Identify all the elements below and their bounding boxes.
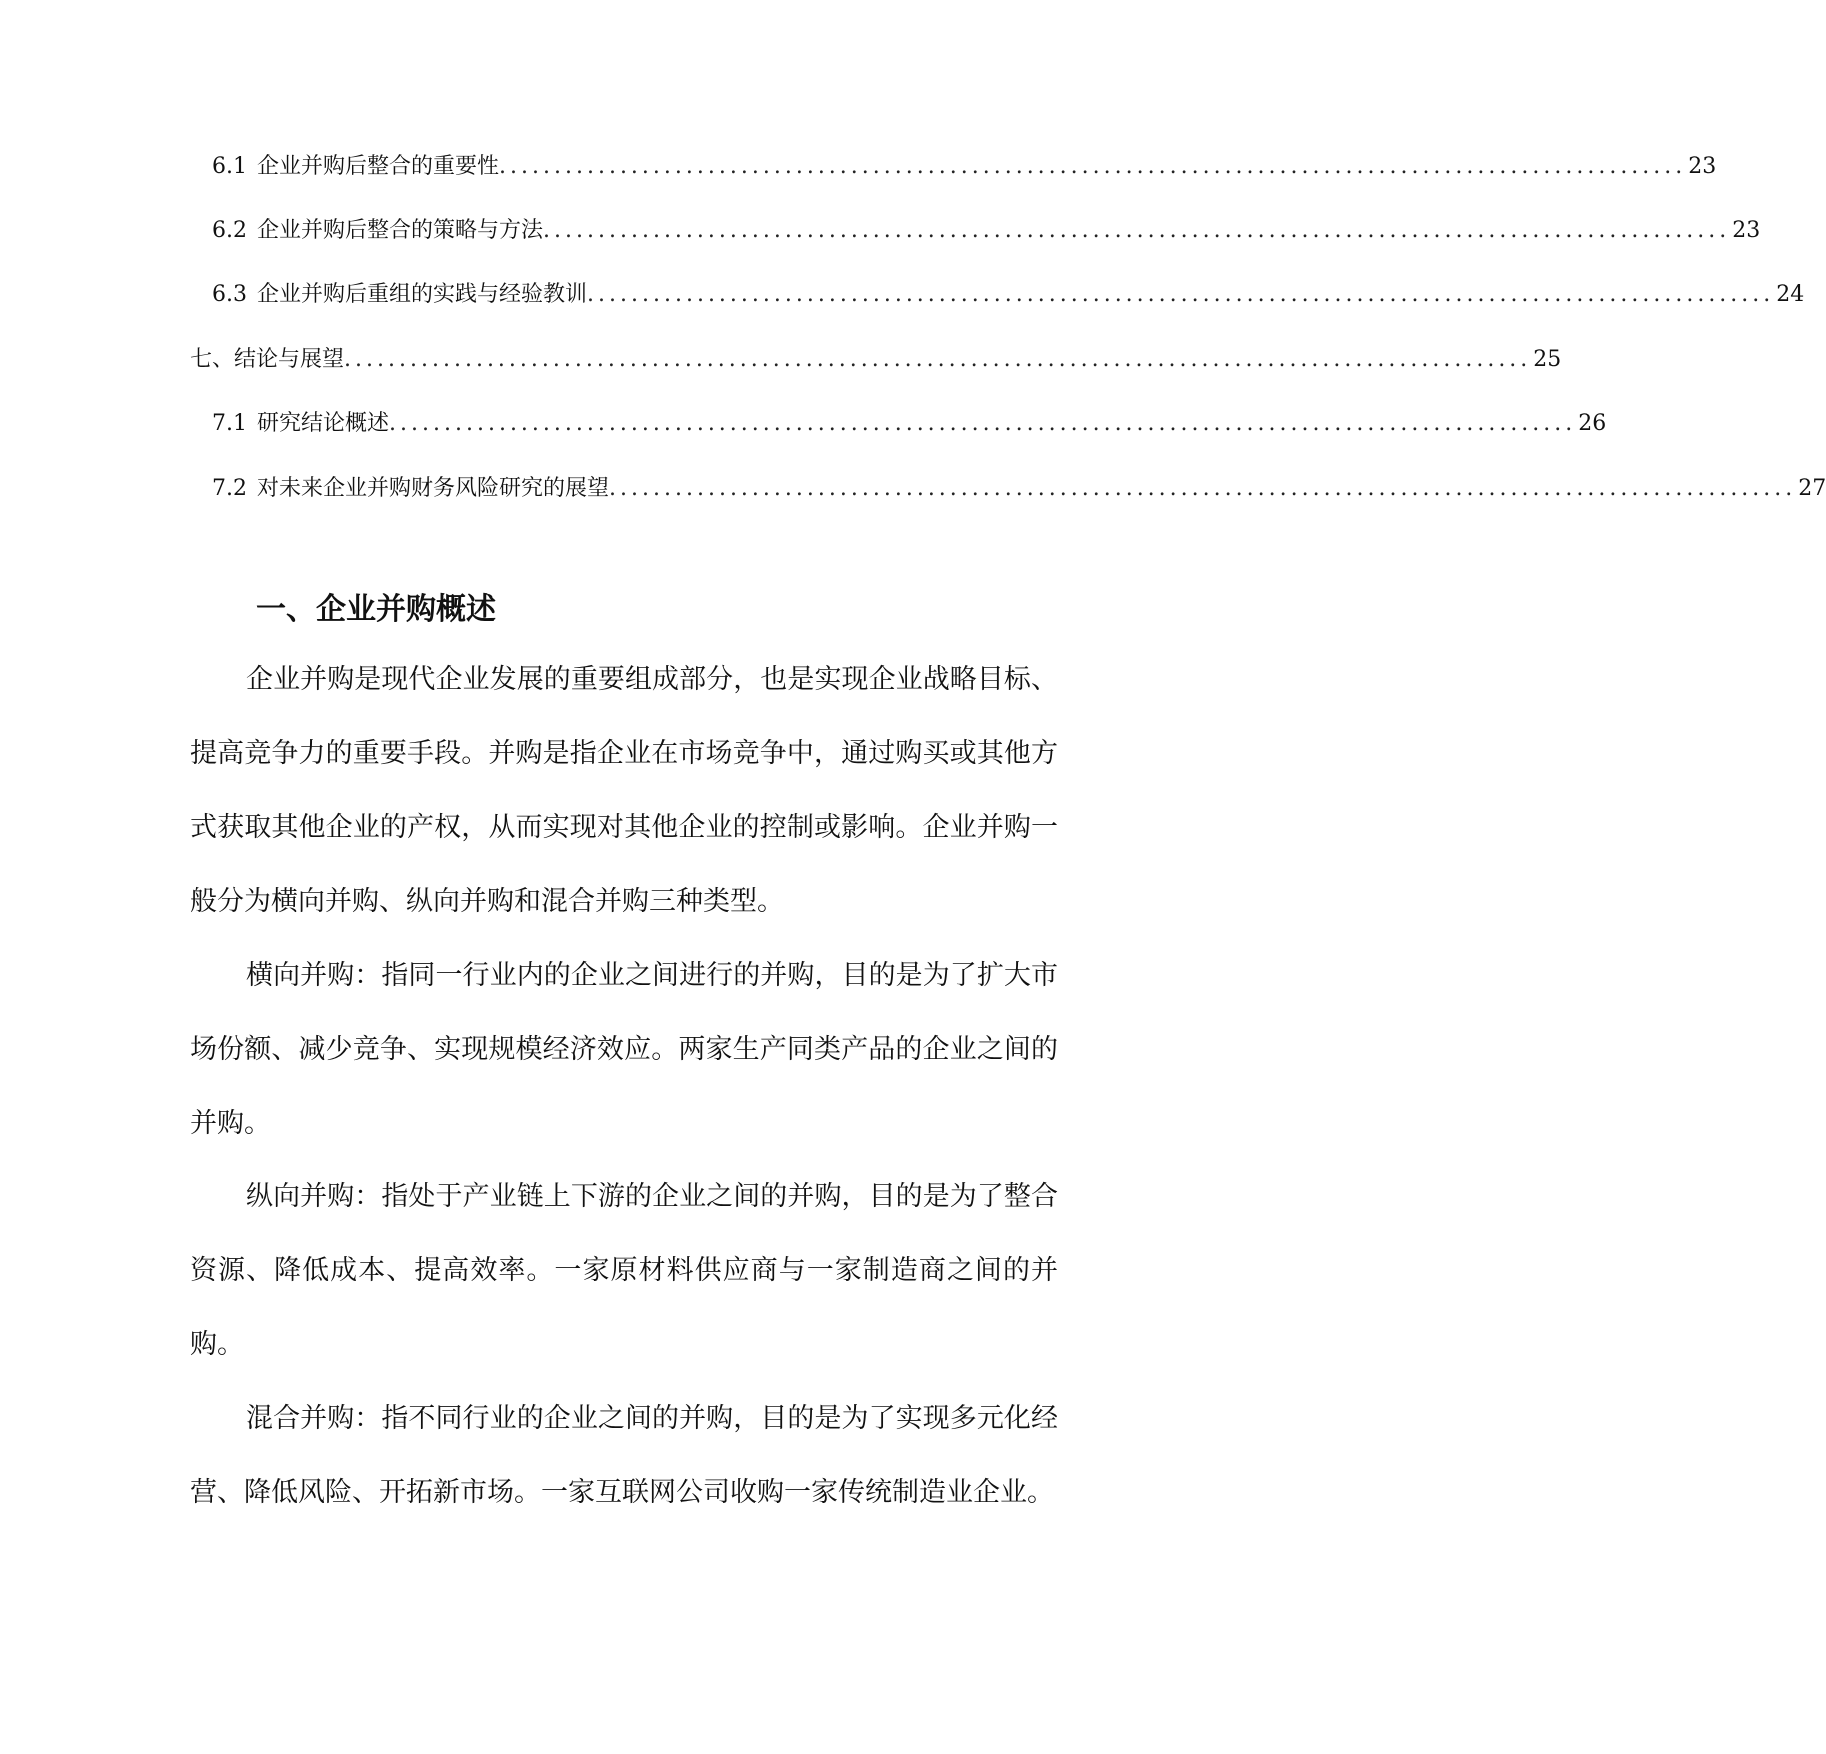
toc-leader-dots: ............................................................................................................ [499, 154, 1687, 179]
toc-entry-6-3[interactable] [212, 280, 1805, 310]
toc-entry-title: 结论与展望 [234, 347, 345, 372]
toc-entry-title: 研究结论概述 [257, 411, 390, 436]
toc-entry-number: 6.1 [212, 154, 247, 179]
toc-entry-page: 26 [1578, 411, 1607, 436]
toc-entry-6-2[interactable] [212, 216, 1761, 246]
toc-entry-page: 23 [1688, 154, 1717, 179]
toc-leader-dots: ............................................................................................................ [543, 218, 1731, 243]
toc-entry-6-1[interactable] [212, 152, 1717, 182]
toc-entry-number: 7.2 [212, 476, 247, 501]
section-title: 一、企业并购概述 [256, 592, 496, 628]
toc-entry-title: 对未来企业并购财务风险研究的展望 [257, 476, 610, 501]
body-paragraph: 混合并购：指不同行业的企业之间的并购，目的是为了实现多元化经营、降低风险、开拓新市场。一家互联网公司收购一家传统制造业企业。 [190, 1403, 1058, 1508]
toc-entry-page: 23 [1732, 218, 1761, 243]
toc-entry-number: 7.1 [212, 411, 247, 436]
toc-entry-number: 6.3 [212, 282, 247, 307]
toc-entry-title: 企业并购后重组的实践与经验教训 [257, 282, 588, 307]
toc-entry-page: 24 [1776, 282, 1805, 307]
toc-entry-title: 企业并购后整合的重要性 [257, 154, 500, 179]
body-paragraph: 横向并购：指同一行业内的企业之间进行的并购，目的是为了扩大市场份额、减少竞争、实现规模经济效应。两家生产同类产品的企业之间的并购。 [190, 960, 1058, 1139]
toc-entry-page: 25 [1533, 347, 1562, 372]
toc-entry-title: 企业并购后整合的策略与方法 [257, 218, 544, 243]
toc-entry-number: 6.2 [212, 218, 247, 243]
toc-leader-dots: ............................................................................................................ [609, 476, 1797, 501]
toc-entry-7[interactable] [190, 345, 1562, 375]
toc-entry-number: 七、 [190, 347, 235, 372]
toc-leader-dots: ............................................................................................................ [344, 347, 1532, 372]
toc-leader-dots: ............................................................................................................ [587, 282, 1775, 307]
toc-leader-dots: ............................................................................................................ [389, 411, 1577, 436]
body-paragraph: 纵向并购：指处于产业链上下游的企业之间的并购，目的是为了整合资源、降低成本、提高效率。一家原材料供应商与一家制造商之间的并购。 [190, 1181, 1058, 1360]
toc-entry-7-2[interactable] [212, 474, 1826, 504]
toc-entry-7-1[interactable] [212, 409, 1607, 439]
toc-entry-page: 27 [1798, 476, 1826, 501]
body-paragraph: 企业并购是现代企业发展的重要组成部分，也是实现企业战略目标、提高竞争力的重要手段。并购是指企业在市场竞争中，通过购买或其他方式获取其他企业的产权，从而实现对其他企业的控制或影响。企业并购一般分为横向并购、纵向并购和混合并购三种类型。 [190, 664, 1058, 917]
